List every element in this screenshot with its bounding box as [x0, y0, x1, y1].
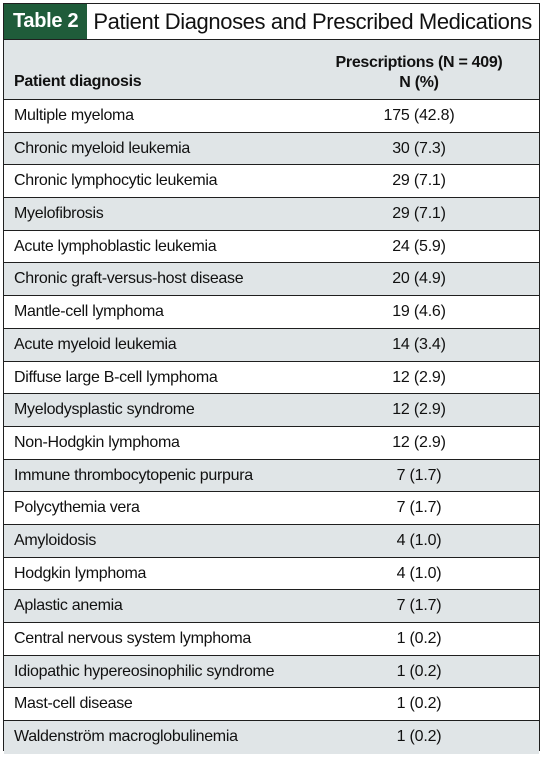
diagnosis-cell: Chronic lymphocytic leukemia	[14, 172, 218, 190]
table-row	[4, 394, 539, 427]
diagnosis-cell: Diffuse large B-cell lymphoma	[14, 368, 218, 386]
table-row	[4, 362, 539, 395]
table-number-badge: Table 2	[4, 4, 87, 39]
table-row	[4, 492, 539, 525]
table-row	[4, 100, 539, 133]
prescriptions-cell: 30 (7.3)	[392, 139, 446, 157]
table-row	[4, 656, 539, 689]
header-prescriptions	[314, 53, 524, 93]
table-row	[4, 133, 539, 166]
diagnosis-cell: Polycythemia vera	[14, 499, 140, 517]
prescriptions-cell: 14 (3.4)	[392, 335, 446, 353]
header-prescriptions-line2: N (%)	[399, 74, 439, 91]
diagnosis-cell: Amyloidosis	[14, 531, 97, 549]
table-body	[4, 100, 539, 754]
diagnosis-cell: Myelodysplastic syndrome	[14, 401, 195, 419]
prescriptions-cell: 29 (7.1)	[392, 172, 446, 190]
table-row	[4, 329, 539, 362]
diagnosis-cell: Idiopathic hypereosinophilic syndrome	[14, 662, 275, 680]
prescriptions-cell: 12 (2.9)	[392, 368, 446, 386]
prescriptions-cell: 1 (0.2)	[396, 728, 442, 746]
prescriptions-cell: 12 (2.9)	[392, 401, 446, 419]
table-row	[4, 460, 539, 493]
prescriptions-cell: 4 (1.0)	[396, 531, 442, 549]
diagnosis-cell: Waldenström macroglobulinemia	[14, 728, 238, 746]
table-title: Patient Diagnoses and Prescribed Medications	[93, 8, 532, 34]
table-header	[4, 40, 539, 100]
table-row	[4, 165, 539, 198]
table-row	[4, 590, 539, 623]
prescriptions-cell: 20 (4.9)	[392, 270, 446, 288]
table-title-bar	[4, 4, 539, 40]
table-row	[4, 688, 539, 721]
prescriptions-cell: 19 (4.6)	[392, 303, 446, 321]
prescriptions-cell: 1 (0.2)	[396, 662, 442, 680]
diagnosis-cell: Multiple myeloma	[14, 107, 134, 124]
diagnosis-cell: Acute lymphoblastic leukemia	[14, 237, 217, 255]
diagnosis-cell: Aplastic anemia	[14, 597, 123, 615]
table-row	[4, 231, 539, 264]
prescriptions-cell: 29 (7.1)	[392, 205, 446, 223]
prescriptions-cell: 175 (42.8)	[383, 107, 455, 124]
diagnosis-cell: Chronic graft-versus-host disease	[14, 270, 244, 288]
table-row	[4, 427, 539, 460]
prescriptions-cell: 1 (0.2)	[396, 630, 442, 647]
table-row	[4, 623, 539, 656]
prescriptions-cell: 7 (1.7)	[396, 597, 442, 615]
table-row	[4, 525, 539, 558]
table-row	[4, 558, 539, 591]
prescriptions-cell: 7 (1.7)	[396, 466, 442, 484]
prescriptions-cell: 24 (5.9)	[392, 237, 446, 255]
table-frame	[3, 3, 540, 751]
prescriptions-cell: 12 (2.9)	[392, 433, 446, 451]
prescriptions-cell: 4 (1.0)	[396, 564, 442, 582]
diagnosis-cell: Myelofibrosis	[14, 205, 104, 223]
diagnosis-cell: Chronic myeloid leukemia	[14, 139, 190, 157]
table-row	[4, 721, 539, 754]
diagnosis-cell: Acute myeloid leukemia	[14, 335, 177, 353]
diagnosis-cell: Hodgkin lymphoma	[14, 564, 147, 582]
header-diagnosis: Patient diagnosis	[14, 73, 142, 90]
diagnosis-cell: Immune thrombocytopenic purpura	[14, 466, 253, 484]
diagnosis-cell: Central nervous system lymphoma	[14, 630, 252, 647]
diagnosis-cell: Mantle-cell lymphoma	[14, 303, 164, 321]
diagnosis-cell: Non-Hodgkin lymphoma	[14, 433, 180, 451]
table-row	[4, 263, 539, 296]
table-row	[4, 296, 539, 329]
prescriptions-cell: 1 (0.2)	[396, 695, 442, 713]
header-prescriptions-line1: Prescriptions (N = 409)	[335, 54, 503, 71]
diagnosis-cell: Mast-cell disease	[14, 695, 133, 713]
prescriptions-cell: 7 (1.7)	[396, 499, 442, 517]
table-row	[4, 198, 539, 231]
